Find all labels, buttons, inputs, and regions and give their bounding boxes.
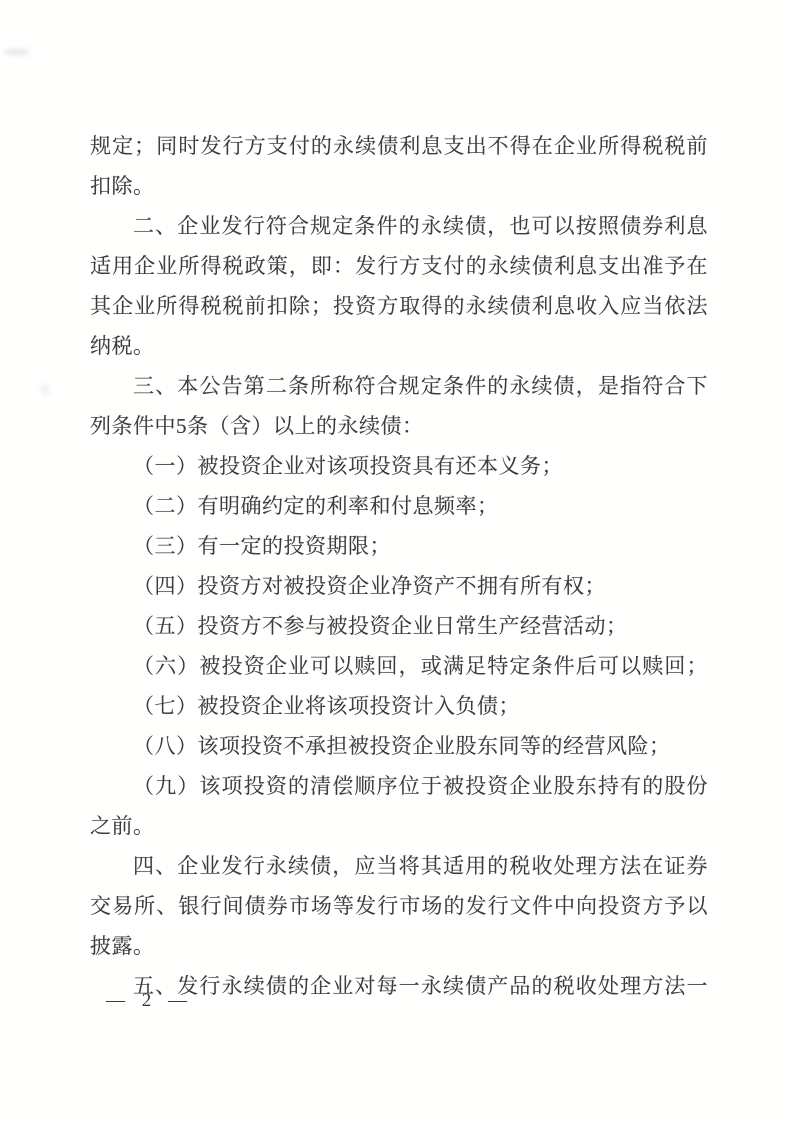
scan-smudge [40, 384, 50, 396]
text-line: 四、企业发行永续债，应当将其适用的税收处理方法在证券 [133, 854, 708, 878]
scan-smudge [4, 48, 30, 56]
list-item-line: （六）被投资企业可以赎回，或满足特定条件后可以赎回； [133, 654, 708, 678]
text-line: 列条件中5条（含）以上的永续债： [90, 414, 424, 438]
text-line: 五、发行永续债的企业对每一永续债产品的税收处理方法一 [133, 974, 708, 998]
list-item-line: （九）该项投资的清偿顺序位于被投资企业股东持有的股份 [133, 774, 708, 798]
text-line: 之前。 [90, 814, 155, 838]
text-line: 交易所、银行间债券市场等发行市场的发行文件中向投资方予以 [90, 894, 708, 918]
text-line: 适用企业所得税政策，即：发行方支付的永续债利息支出准予在 [90, 254, 708, 278]
document-body [90, 126, 708, 1006]
text-line: 规定；同时发行方支付的永续债利息支出不得在企业所得税税前 [90, 134, 708, 158]
page-number: — 2 — [106, 990, 193, 1011]
text-line: 三、本公告第二条所称符合规定条件的永续债，是指符合下 [133, 374, 708, 398]
list-item-line: （二）有明确约定的利率和付息频率； [133, 494, 499, 518]
list-item-line: （七）被投资企业将该项投资计入负债； [133, 694, 520, 718]
list-item-line: （五）投资方不参与被投资企业日常生产经营活动； [133, 614, 628, 638]
text-line: 扣除。 [90, 174, 155, 198]
text-line: 纳税。 [90, 334, 155, 358]
list-item-line: （四）投资方对被投资企业净资产不拥有所有权； [133, 574, 606, 598]
list-item-line: （一）被投资企业对该项投资具有还本义务； [133, 454, 563, 478]
text-line: 二、企业发行符合规定条件的永续债，也可以按照债券利息 [133, 214, 708, 238]
text-line: 其企业所得税税前扣除；投资方取得的永续债利息收入应当依法 [90, 294, 708, 318]
list-item-line: （三）有一定的投资期限； [133, 534, 391, 558]
text-line: 披露。 [90, 934, 155, 958]
list-item-line: （八）该项投资不承担被投资企业股东同等的经营风险； [133, 734, 671, 758]
